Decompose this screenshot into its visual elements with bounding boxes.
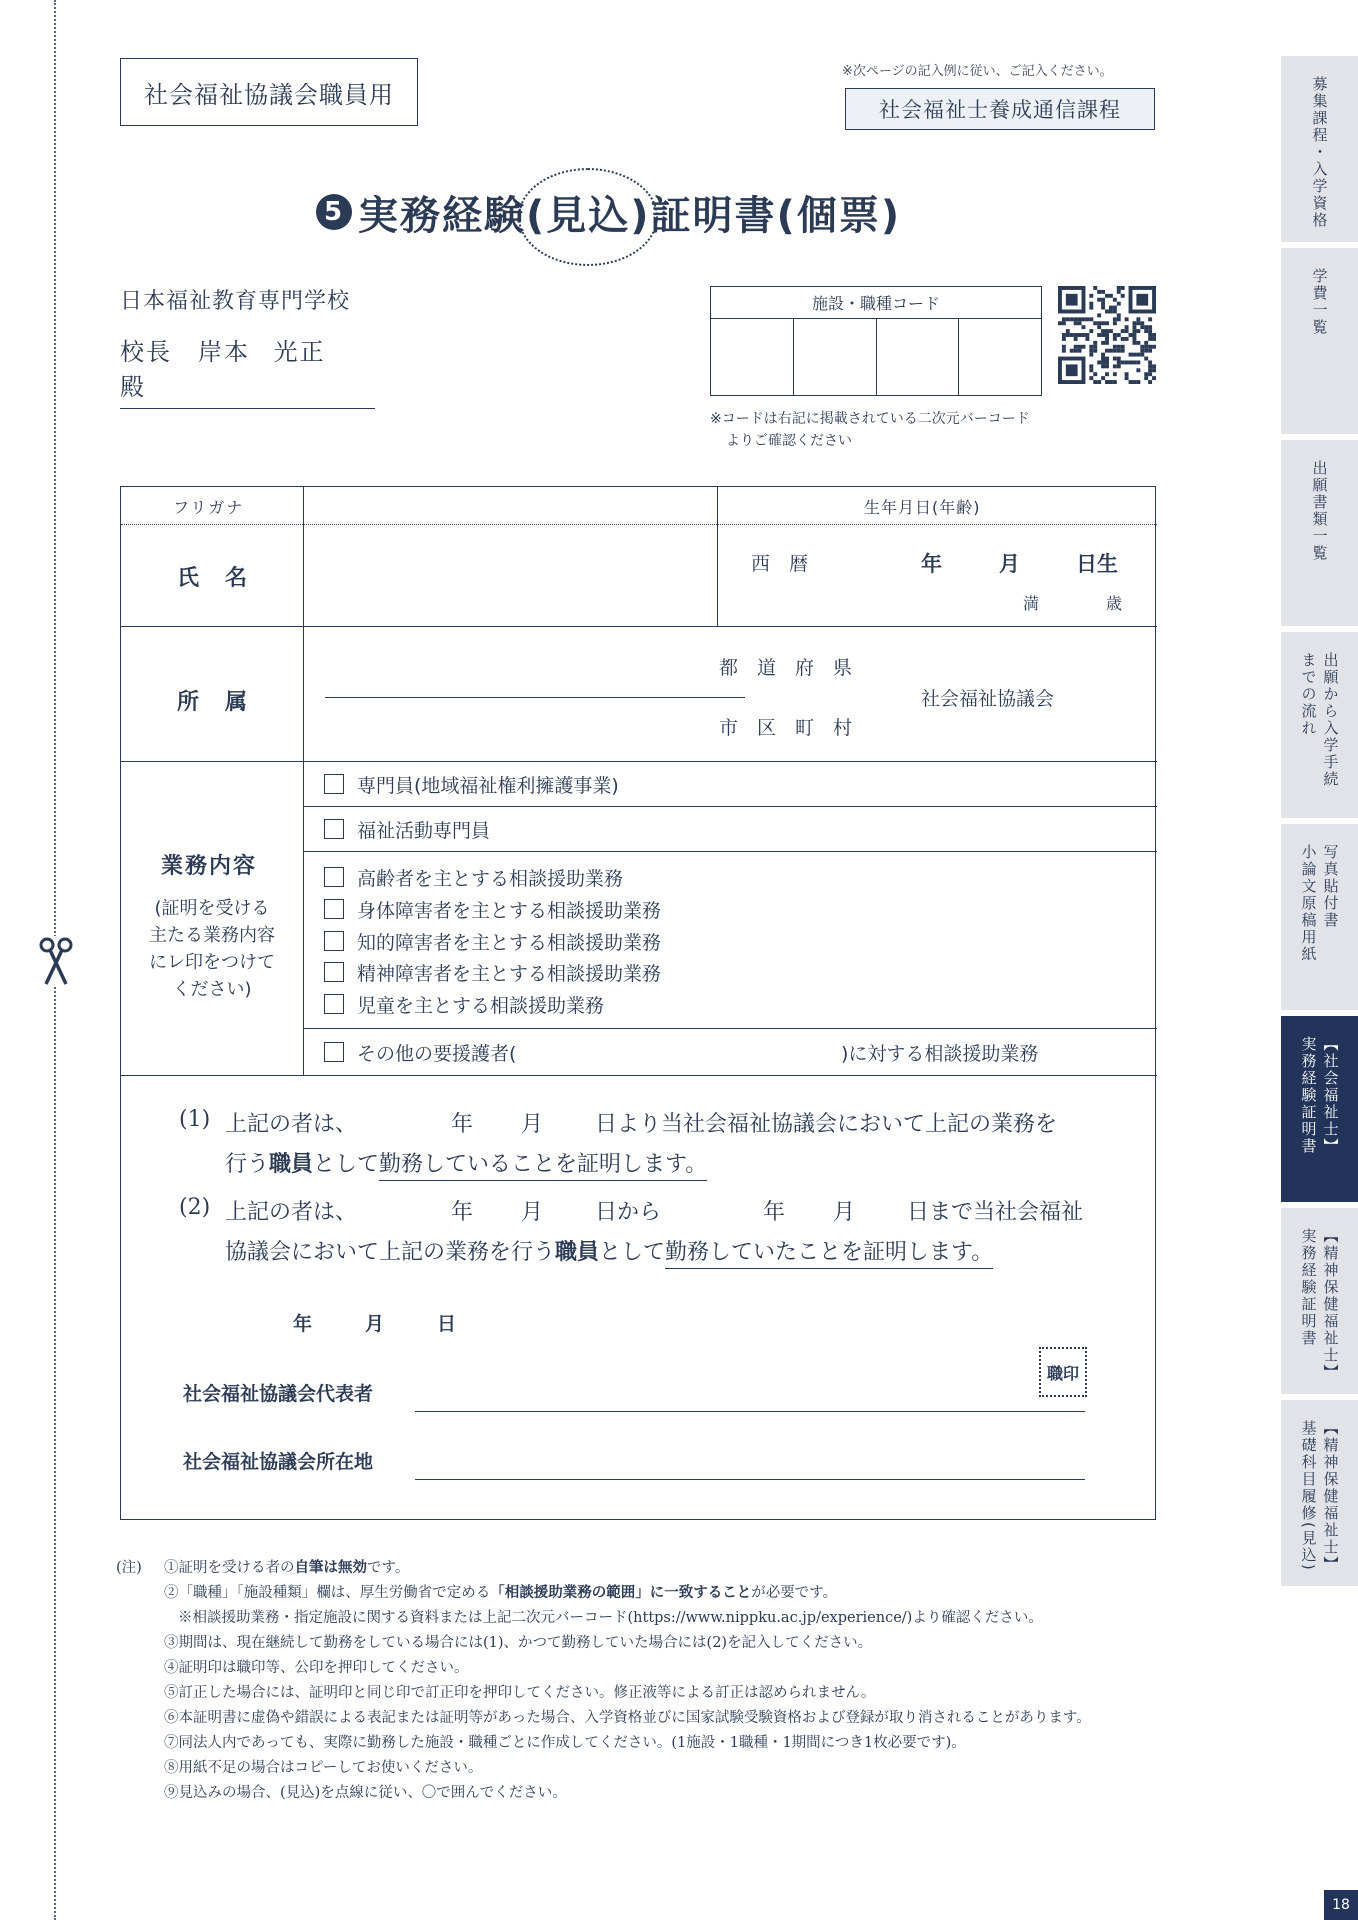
cert1-text: 日より当社会福祉協議会において上記の業務を: [595, 1112, 1058, 1137]
cert2-year-unit: 年: [451, 1200, 474, 1225]
facility-code-table: [710, 286, 1042, 396]
official-seal-mark: 職印: [1039, 1347, 1087, 1397]
cert1-month-unit: 月: [521, 1112, 544, 1137]
page-number: 18: [1324, 1890, 1358, 1920]
birthdate-header: 生年月日(年齢): [864, 498, 981, 517]
duty-note-line: (証明を受ける: [154, 898, 270, 919]
option-other-prefix: その他の要援護者(: [357, 1043, 517, 1065]
cert1-text: として: [313, 1152, 380, 1177]
school-name: 日本福祉教育専門学校: [120, 289, 351, 314]
top-note: ※次ページの記入例に従い、ご記入ください。: [842, 64, 1113, 79]
note-6: ⑥本証明書に虚偽や錯誤による表記または証明等があった場合、入学資格並びに国家試験受験資格および登録が取り消されることがあります。: [164, 1710, 1091, 1726]
note-4: ④証明印は職印等、公印を押印してください。: [164, 1660, 469, 1676]
birth-day-unit: 日生: [1076, 552, 1118, 576]
side-tab-label: 出願から入学手続: [1321, 652, 1340, 788]
option-children: 児童を主とする相談援助業務: [357, 995, 605, 1017]
qr-code-icon: [1058, 286, 1156, 384]
side-tab-label: 実務経験証明書: [1299, 1036, 1318, 1155]
cert2-text: 協議会において上記の業務を行う: [225, 1240, 556, 1265]
note-2-emphasis: 「相談援助業務の範囲」に一致すること: [490, 1584, 752, 1601]
title-part3: 証明書(個票): [650, 192, 902, 239]
side-tab-label: 【精神保健福祉士】: [1321, 1420, 1340, 1573]
side-tab-label: 基礎科目履修(見込): [1299, 1420, 1318, 1572]
address-field-line[interactable]: [415, 1479, 1085, 1480]
title-part1: 実務経験: [358, 192, 526, 239]
checkbox-specialist[interactable]: [324, 774, 344, 794]
note-1: [164, 1556, 409, 1577]
duty-label: 業務内容: [161, 854, 258, 879]
side-tab-label: 実務経験証明書: [1299, 1228, 1318, 1347]
side-tab-label: 写真貼付書: [1321, 844, 1340, 929]
side-tab-label: 学費一覧: [1310, 268, 1329, 336]
cert1-text: 行う: [225, 1152, 270, 1177]
duty-note: [121, 895, 303, 1003]
side-tab[interactable]: [1281, 1208, 1358, 1394]
cert2-text: 上記の者は、: [225, 1200, 358, 1225]
cert1-statement: 勤務していることを証明します。: [379, 1152, 707, 1181]
note-1-text: です。: [367, 1560, 410, 1576]
checkbox-children[interactable]: [324, 994, 344, 1014]
side-tab-label: 小論文原稿用紙: [1299, 844, 1318, 963]
page-title: [316, 182, 956, 242]
option-welfare-activity: 福祉活動専門員: [357, 820, 491, 842]
cert2-number: (2): [179, 1195, 211, 1220]
course-box: 社会福祉士養成通信課程: [845, 88, 1155, 130]
cert1-year-unit: 年: [451, 1112, 474, 1137]
side-tab[interactable]: [1281, 56, 1358, 242]
note-2-sub: ※相談援助業務・指定施設に関する資料または上記二次元バーコード(https://www.nippku.ac.jp/experience/)より確認ください。: [178, 1610, 1043, 1626]
note-3: ③期間は、現在継続して勤務をしている場合には(1)、かつて勤務していた場合には(2)を記入してください。: [164, 1635, 873, 1651]
cert1-number: (1): [179, 1107, 211, 1132]
cert2-year2-unit: 年: [763, 1200, 786, 1225]
side-tab-label: までの流れ: [1299, 652, 1318, 737]
name-field[interactable]: [305, 527, 715, 624]
note-5: ⑤訂正した場合には、証明印と同じ印で訂正印を押印してください。修正液等による訂正は認められません。: [164, 1685, 876, 1701]
option-intellectual: 知的障害者を主とする相談援助業務: [357, 932, 662, 954]
side-tab-label: 【精神保健福祉士】: [1321, 1228, 1340, 1381]
side-tab[interactable]: [1281, 1016, 1358, 1202]
city-label: 市 区 町 村: [719, 717, 853, 739]
cert2-staff: 職員: [555, 1239, 600, 1265]
representative-field-line[interactable]: [415, 1411, 1085, 1412]
cert2-month-unit: 月: [521, 1200, 544, 1225]
checkbox-elderly[interactable]: [324, 867, 344, 887]
scissors-icon: [36, 936, 76, 986]
note-7: ⑦同法人内であっても、実際に勤務した施設・職種ごとに作成してください。(1施設・1職種・1期間につき1枚必要です)。: [164, 1735, 966, 1751]
cert2-text: 日から: [595, 1200, 662, 1225]
cert2-text: 日まで当社会福祉: [907, 1200, 1084, 1225]
duty-note-line: 主たる業務内容: [149, 925, 275, 946]
principal-name: 校長 岸本 光正 殿: [120, 332, 375, 409]
side-tab[interactable]: [1281, 824, 1358, 1010]
side-tab[interactable]: [1281, 1400, 1358, 1586]
cert2-text: として: [599, 1240, 666, 1265]
option-mental: 精神障害者を主とする相談援助業務: [357, 963, 662, 985]
side-tab-label: 【社会福祉士】: [1321, 1036, 1340, 1155]
option-elderly: 高齢者を主とする相談援助業務: [357, 868, 624, 890]
age-unit: 歳: [1106, 594, 1123, 613]
birth-month-unit: 月: [999, 552, 1020, 576]
note-2-text: ②「職種」「施設種類」欄は、厚生労働省で定める: [164, 1585, 491, 1601]
code-cell[interactable]: [959, 319, 1041, 395]
checkbox-other[interactable]: [324, 1042, 344, 1062]
age-prefix: 満: [1023, 594, 1040, 613]
cert2-month2-unit: 月: [833, 1200, 856, 1225]
note-1-emphasis: 自筆は無効: [294, 1559, 367, 1576]
note-8: ⑧用紙不足の場合はコピーしてお使いください。: [164, 1760, 483, 1776]
note-2-text: が必要です。: [751, 1585, 838, 1601]
code-cell[interactable]: [711, 319, 794, 395]
title-mikomi: (見込): [526, 184, 651, 241]
note-9: ⑨見込みの場合、(見込)を点線に従い、〇で囲んでください。: [164, 1785, 567, 1801]
side-tab-label: 募集課程・入学資格: [1310, 76, 1329, 229]
cert1-text: 上記の者は、: [225, 1112, 358, 1137]
code-cell[interactable]: [794, 319, 877, 395]
date-day-unit: 日: [437, 1313, 457, 1335]
cert1-line2: [225, 1147, 707, 1178]
furigana-label: フリガナ: [173, 498, 245, 517]
note-1-text: ①証明を受ける者の: [164, 1560, 295, 1576]
option-other-suffix: )に対する相談援助業務: [841, 1043, 1039, 1065]
code-note: [710, 408, 1030, 452]
checkbox-mental[interactable]: [324, 962, 344, 982]
option-specialist: 専門員(地域福祉権利擁護事業): [357, 775, 619, 797]
certificate-form: [120, 486, 1156, 1520]
cert2-statement: 勤務していたことを証明します。: [665, 1240, 993, 1269]
title-number-badge: 5: [316, 194, 352, 230]
side-tab[interactable]: [1281, 440, 1358, 626]
checkbox-physical[interactable]: [324, 899, 344, 919]
code-cell[interactable]: [877, 319, 960, 395]
staff-use-box: 社会福祉協議会職員用: [120, 58, 418, 126]
prefecture-label: 都 道 府 県: [719, 657, 853, 679]
checkbox-intellectual[interactable]: [324, 931, 344, 951]
checkbox-welfare-activity[interactable]: [324, 819, 344, 839]
note-2: [164, 1581, 837, 1602]
notes-prefix: (注): [116, 1560, 142, 1576]
side-tab[interactable]: [1281, 248, 1358, 434]
seireki-label: 西 暦: [751, 553, 809, 575]
code-table-header: 施設・職種コード: [711, 287, 1041, 319]
affiliation-label: 所 属: [177, 690, 250, 715]
duty-note-line: ください): [172, 979, 252, 1000]
address-label: 社会福祉協議会所在地: [183, 1451, 374, 1473]
side-tab-label: 出願書類一覧: [1310, 460, 1329, 562]
affiliation-field-line[interactable]: [325, 697, 745, 698]
option-physical: 身体障害者を主とする相談援助業務: [357, 900, 662, 922]
side-tab[interactable]: [1281, 632, 1358, 818]
date-year-unit: 年: [293, 1313, 313, 1335]
birth-year-unit: 年: [921, 552, 942, 576]
duty-note-line: にレ印をつけて: [149, 952, 275, 973]
representative-label: 社会福祉協議会代表者: [183, 1383, 374, 1405]
council-label: 社会福祉協議会: [921, 688, 1055, 710]
name-label: 氏 名: [177, 566, 250, 591]
code-note-line: ※コードは右記に掲載されている二次元バーコード: [710, 411, 1030, 427]
date-month-unit: 月: [365, 1313, 385, 1335]
cert1-staff: 職員: [269, 1151, 314, 1177]
code-note-line: よりご確認ください: [726, 433, 852, 449]
cert2-line2: [225, 1235, 993, 1266]
